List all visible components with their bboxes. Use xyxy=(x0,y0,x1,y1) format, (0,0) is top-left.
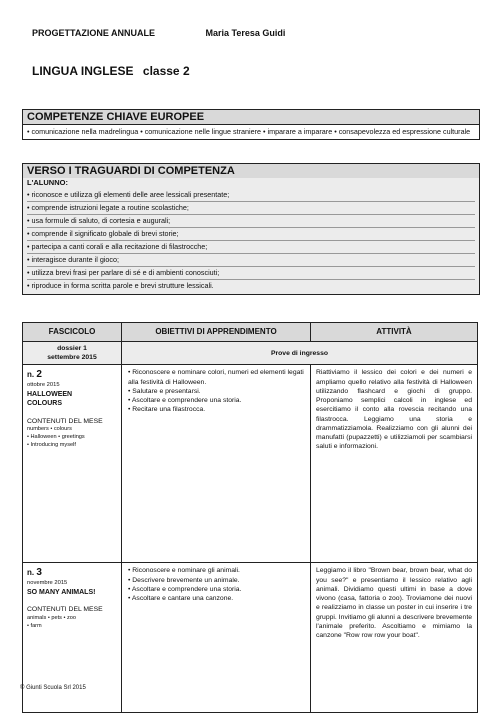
contents-line: • Introducing myself xyxy=(27,441,76,448)
traguardi-body xyxy=(23,178,479,294)
fascicolo-title: SO MANY ANIMALS! xyxy=(27,588,96,596)
class-label: classe 2 xyxy=(142,64,190,78)
objective-item: • Ascoltare e cantare una canzone. xyxy=(128,595,234,603)
traguardi-box xyxy=(22,163,480,295)
header-obiettivi: OBIETTIVI DI APPRENDIMENTO xyxy=(122,323,311,342)
objective-item: • Salutare e presentarsi. xyxy=(128,387,201,395)
activities-cell: Leggiamo il libro "Brown bear, brown bear, what do you see?" e presentiamo il lessico relativo agli animali. Dividiamo questi ultimi in base a dove vivono (casa, fattoria o zoo). Troviamone dei nuovi e realizziamo in classe un poster in cui inserire i tre gruppi. Invitiamo gli alunni a descrivere brevemente l'animale preferito. Ascoltiamo e mimiamo la canzone "Row row row your boat". xyxy=(311,563,478,713)
contents-line: animals • pets • zoo xyxy=(27,614,76,621)
traguardo-item: • utilizza brevi frasi per parlare di sé e di ambienti conosciuti; xyxy=(27,267,475,280)
traguardo-item: • comprende istruzioni legate a routine scolastiche; xyxy=(27,202,475,215)
dossier-date: settembre 2015 xyxy=(47,354,97,362)
contents-line: • Halloween • greetings xyxy=(27,434,85,441)
dossier-cell xyxy=(23,342,122,365)
objective-item: • Ascoltare e comprendere una storia. xyxy=(128,397,242,405)
contents-heading: CONTENUTI DEL MESE xyxy=(27,606,103,614)
traguardo-item: • interagisce durante il gioco; xyxy=(27,254,475,267)
copyright-footer: © Giunti Scuola Srl 2015 xyxy=(20,685,86,691)
table-header-row xyxy=(23,323,478,342)
traguardo-item: • riconosce e utilizza gli elementi delle aree lessicali presentate; xyxy=(27,189,475,202)
page-header xyxy=(32,28,285,38)
fascicolo-date: ottobre 2015 xyxy=(27,382,60,389)
traguardo-item: • usa formule di saluto, di cortesia e augurali; xyxy=(27,215,475,228)
objectives-cell xyxy=(122,563,311,713)
fascicolo-title: HALLOWEEN xyxy=(27,390,73,398)
fascicolo-number xyxy=(27,368,117,382)
competenze-heading: COMPETENZE CHIAVE EUROPEE xyxy=(23,110,479,125)
traguardi-heading: VERSO I TRAGUARDI DI COMPETENZA xyxy=(23,164,479,178)
author-name: Maria Teresa Guidi xyxy=(205,28,286,38)
prove-ingresso: Prove di ingresso xyxy=(122,342,478,365)
objectives-cell xyxy=(122,365,311,563)
fascicolo-date: novembre 2015 xyxy=(27,580,68,587)
activities-cell: Riattiviamo il lessico dei colori e dei numeri e ampliamo quello relativo alla festività di Halloween utilizzando flashcard e giochi di gruppo. Proponiamo semplici calcoli in inglese ed esercitiamo il conto alla rovescia recitando una filastrocca. Leggiamo una storia e drammatizziamola. Realizziamo con gli alunni dei manufatti (pupazzetti) e utilizziamoli per scambiarsi saluti e informazioni. xyxy=(311,365,478,563)
objective-item: • Riconoscere e nominare gli animali. xyxy=(128,567,240,575)
number-prefix: n. xyxy=(27,370,35,380)
number-value: 3 xyxy=(36,567,42,579)
objective-item: • Ascoltare e comprendere una storia. xyxy=(128,585,242,593)
fascicolo-title-2: COLOURS xyxy=(27,400,62,408)
traguardo-item: • riproduce in forma scritta parole e brevi strutture lessicali. xyxy=(27,281,214,291)
dossier-row xyxy=(23,342,478,365)
traguardo-item: • partecipa a canti corali e alla recitazione di filastrocche; xyxy=(27,241,475,254)
fascicolo-cell xyxy=(23,365,122,563)
objective-item: • Descrivere brevemente un animale. xyxy=(128,576,240,584)
table-row xyxy=(23,563,478,713)
subject-title xyxy=(32,64,190,78)
planning-table xyxy=(22,322,478,713)
program-title: PROGETTAZIONE ANNUALE xyxy=(32,28,155,38)
number-value: 2 xyxy=(36,369,42,381)
number-prefix: n. xyxy=(27,568,35,578)
objective-item: • Recitare una filastrocca. xyxy=(128,406,206,414)
traguardo-item: • comprende il significato globale di brevi storie; xyxy=(27,228,475,241)
table-row xyxy=(23,365,478,563)
header-attivita: ATTIVITÀ xyxy=(311,323,478,342)
traguardi-subheading: L'ALUNNO: xyxy=(27,178,68,187)
objective-item: • Riconoscere e nominare colori, numeri ed elementi legati alla festività di Halloween. xyxy=(128,369,304,386)
contents-line: • farm xyxy=(27,622,42,629)
fascicolo-number xyxy=(27,566,117,580)
contents-line: numbers • colours xyxy=(27,426,72,433)
dossier-label: dossier 1 xyxy=(57,345,87,352)
subject-name: LINGUA INGLESE xyxy=(32,64,134,78)
header-fascicolo: FASCICOLO xyxy=(23,323,122,342)
contents-heading: CONTENUTI DEL MESE xyxy=(27,417,103,425)
competenze-text: • comunicazione nella madrelingua • comunicazione nelle lingue straniere • imparare a imparare • consapevolezza ed espressione culturale xyxy=(27,127,471,136)
competenze-box xyxy=(22,109,480,140)
